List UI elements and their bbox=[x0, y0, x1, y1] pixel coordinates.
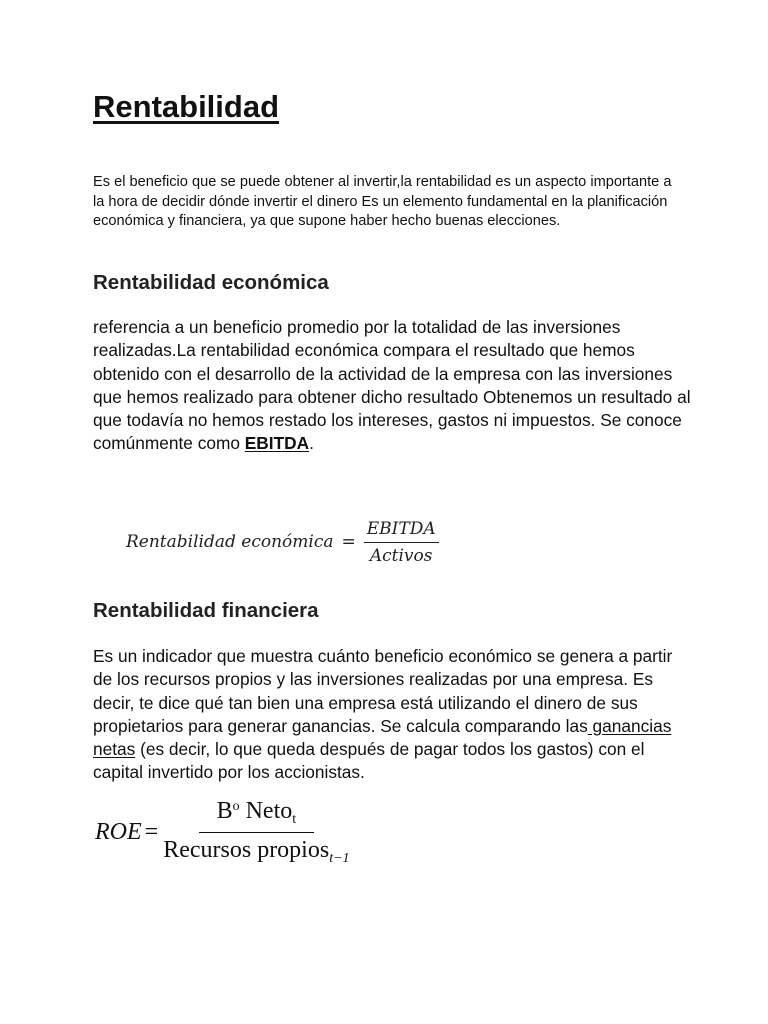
financiera-text-after: (es decir, lo que queda después de pagar todos los gastos) con el capital invertido por los accionistas. bbox=[93, 739, 645, 783]
ganancias-netas-link[interactable]: ganancias netas bbox=[93, 715, 672, 760]
roe-num-sup: o bbox=[232, 798, 240, 814]
roe-num-word: Neto bbox=[239, 797, 293, 824]
formula-rentabilidad-economica bbox=[126, 512, 439, 572]
ebitda-link[interactable]: EBITDA bbox=[244, 433, 310, 454]
economica-text: referencia a un beneficio promedio por la totalidad de las inversiones realizadas.La rentabilidad económica compara el resultado que hemos obtenido con el desarrollo de la actividad de la empresa con las inversiones que hemos realizado para obtener dicho resultado Obtenemos un resultado al que todavía no hemos restado los intereses, gastos ni impuestos. Se conoce comúnmente como bbox=[93, 317, 691, 454]
heading-rentabilidad-economica: Rentabilidad económica bbox=[93, 271, 329, 294]
formula-eco-fraction bbox=[364, 519, 439, 566]
paragraph-rentabilidad-economica bbox=[93, 316, 693, 456]
heading-rentabilidad-financiera: Rentabilidad financiera bbox=[93, 599, 319, 622]
formula-roe bbox=[95, 797, 352, 867]
formula-roe-numerator bbox=[199, 798, 315, 833]
formula-roe-denominator bbox=[161, 833, 351, 867]
economica-period: . bbox=[309, 433, 314, 454]
roe-num-sub: t bbox=[292, 811, 297, 827]
formula-roe-equals: = bbox=[144, 818, 159, 845]
roe-den-sub: t−1 bbox=[329, 850, 350, 866]
formula-roe-lhs: ROE bbox=[95, 818, 142, 845]
page-title: Rentabilidad bbox=[93, 89, 280, 124]
intro-paragraph: Es el beneficio que se puede obtener al invertir,la rentabilidad es un aspecto importante a la hora de decidir dónde invertir el dinero Es un elemento fundamental en la planificación económica y financiera, ya que supone haber hecho buenas elecciones. bbox=[93, 174, 672, 230]
financiera-text-before: Es un indicador que muestra cuánto beneficio económico se genera a partir de los recursos propios y las inversiones realizadas por una empresa. Es decir, te dice qué tan bien una empresa está utilizando el dinero de sus propietarios para generar ganancias. Se calcula comparando las bbox=[93, 646, 673, 736]
formula-roe-fraction bbox=[161, 798, 351, 867]
roe-num-base: B bbox=[216, 797, 233, 824]
formula-eco-denominator: Activos bbox=[369, 545, 433, 566]
formula-eco-lhs: Rentabilidad económica bbox=[126, 532, 334, 552]
paragraph-rentabilidad-financiera bbox=[93, 645, 693, 785]
formula-eco-equals: = bbox=[341, 532, 356, 552]
roe-den-word: Recursos propios bbox=[163, 836, 330, 863]
formula-eco-numerator: EBITDA bbox=[364, 519, 439, 543]
